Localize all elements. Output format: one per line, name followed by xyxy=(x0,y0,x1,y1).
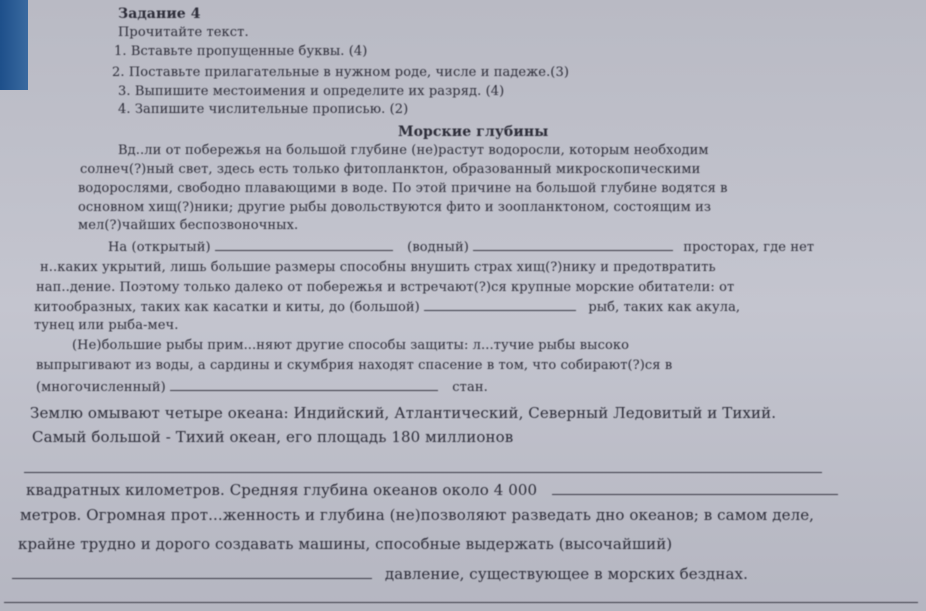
oceans-line-1: Землю омывают четыре океана: Индийский, Атлантический, Северный Ледовитый и Тихий. xyxy=(30,404,777,422)
instruction: Прочитайте текст. xyxy=(118,25,249,40)
blank-4[interactable] xyxy=(170,378,438,391)
blank-1[interactable] xyxy=(215,238,393,251)
answer-line-1[interactable] xyxy=(24,472,822,473)
background-edge xyxy=(0,0,28,90)
blank-3[interactable] xyxy=(424,298,576,311)
p2-phrase-expanses: просторах, где нет xyxy=(683,240,815,255)
p1-line-5: мел(?)чайших беспозвоночных. xyxy=(78,218,299,233)
p2-phrase-water: (водный) xyxy=(407,240,469,255)
blank-2[interactable] xyxy=(473,238,673,251)
p3-phrase-flock: стан. xyxy=(452,380,488,395)
task-item-4: 4. Запишите числительные прописью. (2) xyxy=(118,102,409,117)
answer-line-2[interactable] xyxy=(4,602,918,603)
task-item-3: 3. Выпишите местоимения и определите их разряд. (4) xyxy=(118,84,505,99)
p1-line-1: Вд..ли от побережья на большой глубине (не)растут водоросли, которым необходим xyxy=(118,143,709,158)
p2-line-2: н..каких укрытий, лишь большие размеры способны внушить страх хищ(?)нику и предотвратить xyxy=(40,260,716,275)
oceans-line-3 xyxy=(26,478,838,499)
oceans-line-3-text: квадратных километров. Средняя глубина океанов около 4 000 xyxy=(26,481,538,499)
blank-5[interactable] xyxy=(552,478,838,495)
p2-line-1 xyxy=(108,238,814,256)
oceans-line-5: крайне трудно и дорого создавать машины, способные выдержать (высочайший) xyxy=(18,535,673,553)
p2-line-3: нап..дение. Поэтому только далеко от побережья и встречают(?)ся крупные морские обитатели: от xyxy=(36,280,735,295)
p3-line-1: (Не)большие рыбы прим...няют другие способы защиты: л...тучие рыбы высоко xyxy=(72,338,630,353)
p2-line-5: тунец или рыба-меч. xyxy=(34,318,179,333)
oceans-line-6-text: давление, существующее в морских безднах. xyxy=(384,565,748,583)
p2-phrase-open: На (открытый) xyxy=(108,240,211,255)
p1-line-3: водорослями, свободно плавающими в воде. По этой причине на большой глубине водятся в xyxy=(78,181,728,196)
task-number: Задание 4 xyxy=(118,6,201,22)
p2-phrase-fish: рыб, таких как акула, xyxy=(588,300,741,315)
blank-6[interactable] xyxy=(12,562,372,579)
oceans-line-2: Самый большой - Тихий океан, его площадь 180 миллионов xyxy=(32,428,514,446)
oceans-line-6 xyxy=(12,562,748,583)
p3-phrase-numerous: (многочисленный) xyxy=(36,380,166,395)
task-item-1: 1. Вставьте пропущенные буквы. (4) xyxy=(114,44,368,59)
p1-line-2: солнеч(?)ный свет, здесь есть только фитопланктон, образованный микроскопическими xyxy=(80,162,701,177)
p2-phrase-whales: китообразных, таких как касатки и киты, до (большой) xyxy=(34,300,420,315)
p2-line-4 xyxy=(34,298,740,316)
text-title: Морские глубины xyxy=(398,124,549,140)
p3-line-3 xyxy=(36,378,488,396)
oceans-line-4: метров. Огромная прот...женность и глубина (не)позволяют разведать дно океанов; в самом деле, xyxy=(20,506,815,524)
p1-line-4: основном хищ(?)ники; другие рыбы довольствуются фито и зоопланктоном, состоящим из xyxy=(78,200,712,215)
task-item-2: 2. Поставьте прилагательные в нужном роде, числе и падеже.(3) xyxy=(112,65,570,80)
p3-line-2: выпрыгивают из воды, а сардины и скумбрия находят спасение в том, что собирают(?)ся в xyxy=(36,358,673,373)
